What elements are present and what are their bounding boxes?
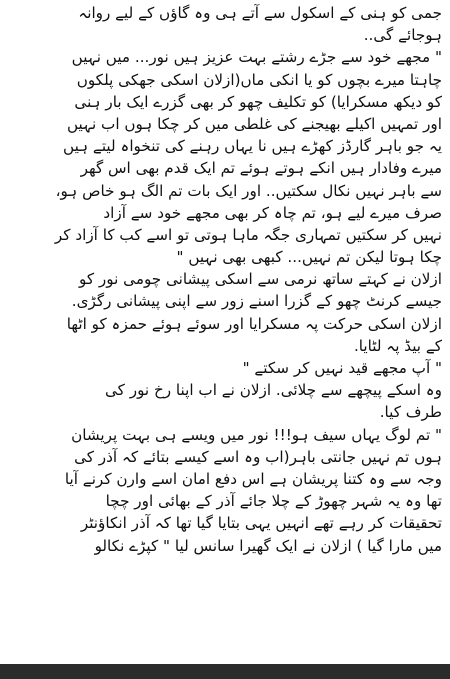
text-line: جمی کو ہنی کے اسکول سے آتے ہی وہ گاؤں کے لیے روانہ xyxy=(78,4,442,22)
text-line: طرف کیا. xyxy=(379,403,442,422)
text-line: چاہتا میرے بچوں کو یا انکی ماں(ازلان اسکی جھکی پلکوں xyxy=(76,70,442,89)
text-line: اور تمہیں اکیلے بھیجنے کی غلطی میں کر چکا ہوں اب نہیں xyxy=(66,114,442,133)
text-line: " تم لوگ یہاں سیف ہو!!! نور میں ویسے ہی بہت پریشان xyxy=(71,425,442,444)
text-line: وہ اسکے پیچھے سے چلائی. ازلان نے اب اپنا رخ نور کی xyxy=(105,381,442,400)
text-line: تحقیقات کر رہے تھے انہیں یہی بتایا گیا تھا کہ آذر انکاؤنٹر xyxy=(80,514,442,533)
text-line: ازلان اسکی حرکت پہ مسکرایا اور سوئے ہوئے حمزہ کو اٹھا xyxy=(66,314,442,333)
text-line: ہوجائے گی.. xyxy=(363,26,442,45)
text-line: سے باہر نہیں نکال سکتیں.. اور ایک بات تم الگ ہو خاص ہو، xyxy=(55,181,442,200)
text-line: وجہ سے وہ کتنا پریشان ہے اس دفع امان اسے وارن کرنے آیا xyxy=(64,469,442,488)
text-line: نہیں کر سکتیں تمہاری جگہ ماہا ہوتی تو اسے کب کا آزاد کر xyxy=(54,225,442,244)
urdu-text-body xyxy=(10,2,442,557)
text-line: چکا ہوتا لیکن تم نہیں... کبھی بھی نہیں " xyxy=(176,248,442,267)
bottom-bar xyxy=(0,664,450,679)
text-line: تھا وہ یہ شہر چھوڑ کے چلا جائے آذر کے بھائی اور چچا xyxy=(105,492,442,511)
text-line: کے بیڈ پہ لٹایا. xyxy=(353,336,442,355)
text-line: صرف میرے لیے ہو، تم چاہ کر بھی مجھے خود سے آزاد xyxy=(103,203,442,222)
text-line: " آپ مجھے قید نہیں کر سکتے " xyxy=(242,359,442,377)
text-line: " مجھے خود سے جڑے رشتے بہت عزیز ہیں نور... میں نہیں xyxy=(71,48,442,67)
text-line: ہوں تم نہیں جانتی باہر(اب وہ اسے کیسے بتائے کہ آذر کی xyxy=(74,447,442,466)
text-line: میں مارا گیا ) ازلان نے ایک گھیرا سانس لیا " کپڑے نکالو xyxy=(94,536,442,555)
text-line: میرے وفادار ہیں انکے ہوتے ہوئے تم ایک قدم بھی اس گھر xyxy=(80,159,442,178)
text-line: ازلان نے کہتے ساتھ نرمی سے اسکی پیشانی چومی نور کو xyxy=(79,270,442,289)
text-line: کو دیکھ مسکرایا) کو تکلیف چھو کر بھی گزرے ایک بار ہنی xyxy=(74,92,442,111)
text-line: یہ جو باہر گارڈز کھڑے ہیں نا یہاں رہنے کی تنخواہ لیتے ہیں xyxy=(63,137,442,156)
text-line: جیسے کرنٹ چھو کے گزرا اسنے زور سے اپنی پیشانی رگڑی. xyxy=(71,292,442,311)
